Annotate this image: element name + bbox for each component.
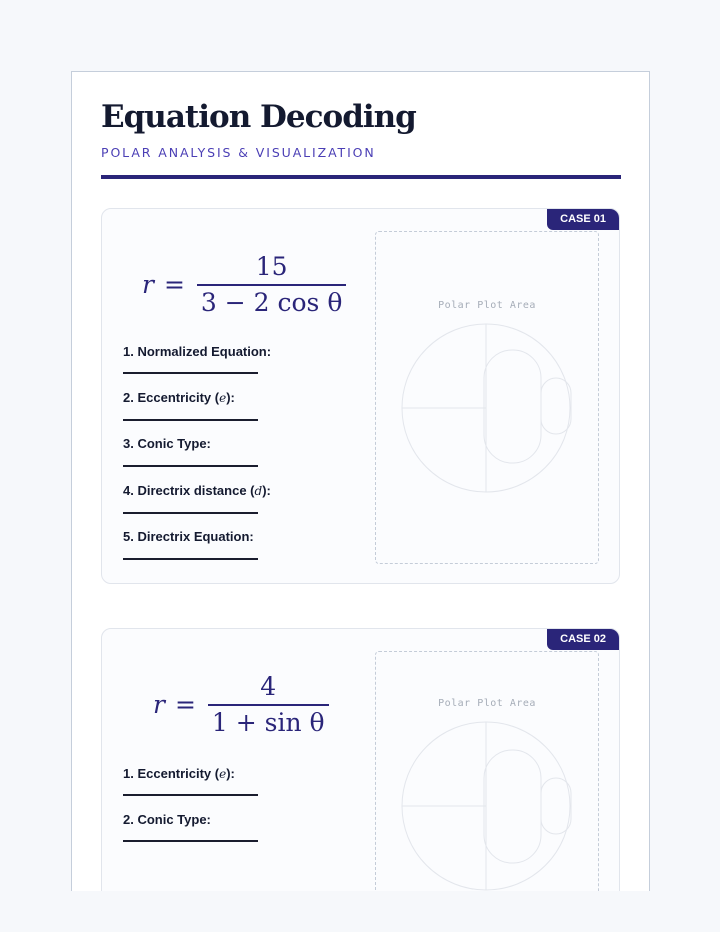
answer-line[interactable] bbox=[123, 512, 258, 514]
numerator: 15 bbox=[255, 252, 288, 281]
math-variable: e bbox=[219, 767, 227, 781]
worksheet-page bbox=[71, 71, 650, 891]
polar-plot-guides bbox=[376, 652, 599, 891]
math-variable: e bbox=[219, 391, 227, 405]
question-label: 3. Conic Type: bbox=[123, 436, 211, 451]
page-subtitle: POLAR ANALYSIS & VISUALIZATION bbox=[101, 145, 376, 160]
equals-sign: = bbox=[163, 270, 185, 300]
question-label: 5. Directrix Equation: bbox=[123, 529, 254, 544]
equation-lhs: r bbox=[142, 270, 154, 300]
answer-line[interactable] bbox=[123, 419, 258, 421]
case-badge: CASE 02 bbox=[547, 629, 619, 650]
equation-lhs: r bbox=[153, 690, 165, 720]
case-badge: CASE 01 bbox=[547, 209, 619, 230]
denominator: 3 − 2 cos θ bbox=[200, 287, 343, 317]
math-variable: d bbox=[254, 484, 263, 498]
plot-area-label: Polar Plot Area bbox=[438, 300, 536, 311]
answer-line[interactable] bbox=[123, 558, 258, 560]
case-card-2 bbox=[101, 628, 620, 891]
answer-line[interactable] bbox=[123, 794, 258, 796]
plot-area-label: Polar Plot Area bbox=[438, 698, 536, 709]
polar-equation bbox=[153, 673, 329, 737]
polar-plot-area bbox=[375, 651, 599, 891]
question-label: 2. Eccentricity (e): bbox=[123, 390, 235, 405]
fraction bbox=[197, 253, 346, 317]
polar-plot-guides bbox=[376, 232, 599, 564]
page-title: Equation Decoding bbox=[101, 99, 416, 135]
case-card-1 bbox=[101, 208, 620, 584]
answer-line[interactable] bbox=[123, 465, 258, 467]
answer-line[interactable] bbox=[123, 372, 258, 374]
question-label: 1. Normalized Equation: bbox=[123, 344, 272, 359]
denominator: 1 + sin θ bbox=[211, 707, 325, 737]
answer-line[interactable] bbox=[123, 840, 258, 842]
title-divider bbox=[101, 175, 621, 179]
polar-plot-area bbox=[375, 231, 599, 564]
fraction bbox=[208, 673, 329, 737]
question-label: 2. Conic Type: bbox=[123, 812, 211, 827]
question-label: 4. Directrix distance (d): bbox=[123, 483, 271, 498]
numerator: 4 bbox=[260, 672, 277, 701]
equals-sign: = bbox=[174, 690, 196, 720]
polar-equation bbox=[142, 253, 346, 317]
question-label: 1. Eccentricity (e): bbox=[123, 766, 235, 781]
